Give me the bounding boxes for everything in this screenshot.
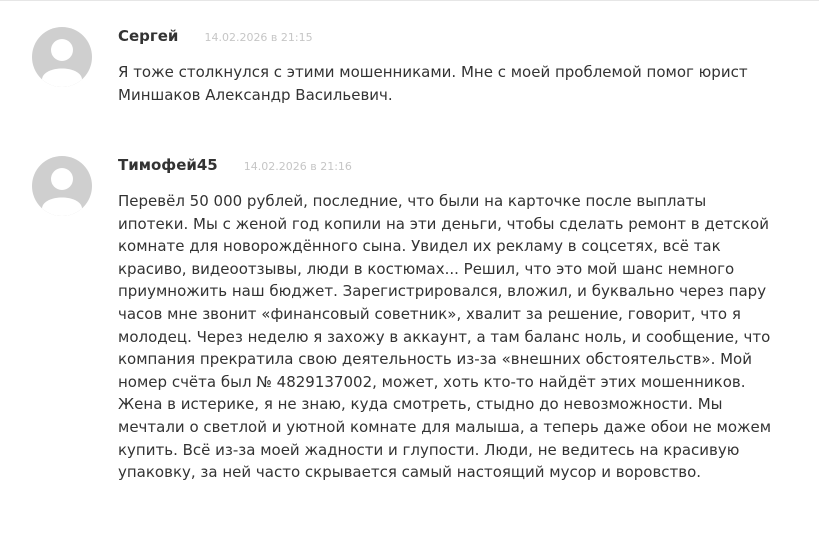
comment-text-line: купить. Всё из-за моей жадности и глупости. Люди, не ведитесь на красивую [118, 440, 740, 459]
comment-text-line: красиво, видеоотзывы, люди в костюмах... Решил, что это мой шанс немного [118, 259, 735, 278]
comment-text-line: Я тоже столкнулся с этими мошенниками. Мне с моей проблемой помог юрист [118, 63, 748, 81]
comment-text-line: номер счёта был № 4829137002, может, хоть кто-то найдёт этих мошенников. [118, 372, 746, 391]
avatar [32, 156, 92, 216]
comment-meta [118, 156, 352, 180]
top-divider [0, 0, 819, 1]
comment-text-line: приумножить наш бюджет. Зарегистрировался, вложил, и буквально через пару [118, 282, 767, 301]
comment-text [118, 190, 778, 484]
comment-date[interactable]: 14.02.2026 в 21:15 [204, 31, 313, 44]
comment-author[interactable]: Тимофей45 [118, 156, 218, 174]
default-user-icon [32, 156, 92, 216]
comment-text-line: часов мне звонит «финансовый советник», хвалит за решение, говорит, что я [118, 304, 741, 323]
comment-text-line: упаковку, за ней часто скрывается самый настоящий мусор и воровство. [118, 463, 702, 482]
comment-text [118, 61, 778, 106]
comment-date[interactable]: 14.02.2026 в 21:16 [243, 160, 352, 173]
comment-text-line: компания прекратила свою деятельность из-за «внешних обстоятельств». Мой [118, 350, 752, 369]
comment-text-line: комнате для новорождённого сына. Увидел их рекламу в соцсетях, всё так [118, 237, 721, 256]
comment-author[interactable]: Сергей [118, 27, 179, 45]
default-user-icon [32, 27, 92, 87]
comment-text-line: Миншаков Александр Васильевич. [118, 85, 393, 104]
comment-text-line: Перевёл 50 000 рублей, последние, что были на карточке после выплаты [118, 192, 707, 210]
comment-text-line: Жена в истерике, я не знаю, куда смотреть, стыдно до невозможности. Мы [118, 395, 723, 414]
comment-meta [118, 27, 313, 51]
comment-text-line: ипотеки. Мы с женой год копили на эти деньги, чтобы сделать ремонт в детской [118, 214, 769, 233]
comment-text-line: мечтали о светлой и уютной комнате для малыша, а теперь даже обои не можем [118, 417, 772, 436]
comment-text-line: молодец. Через неделю я захожу в аккаунт, а там баланс ноль, и сообщение, что [118, 327, 771, 346]
avatar [32, 27, 92, 87]
